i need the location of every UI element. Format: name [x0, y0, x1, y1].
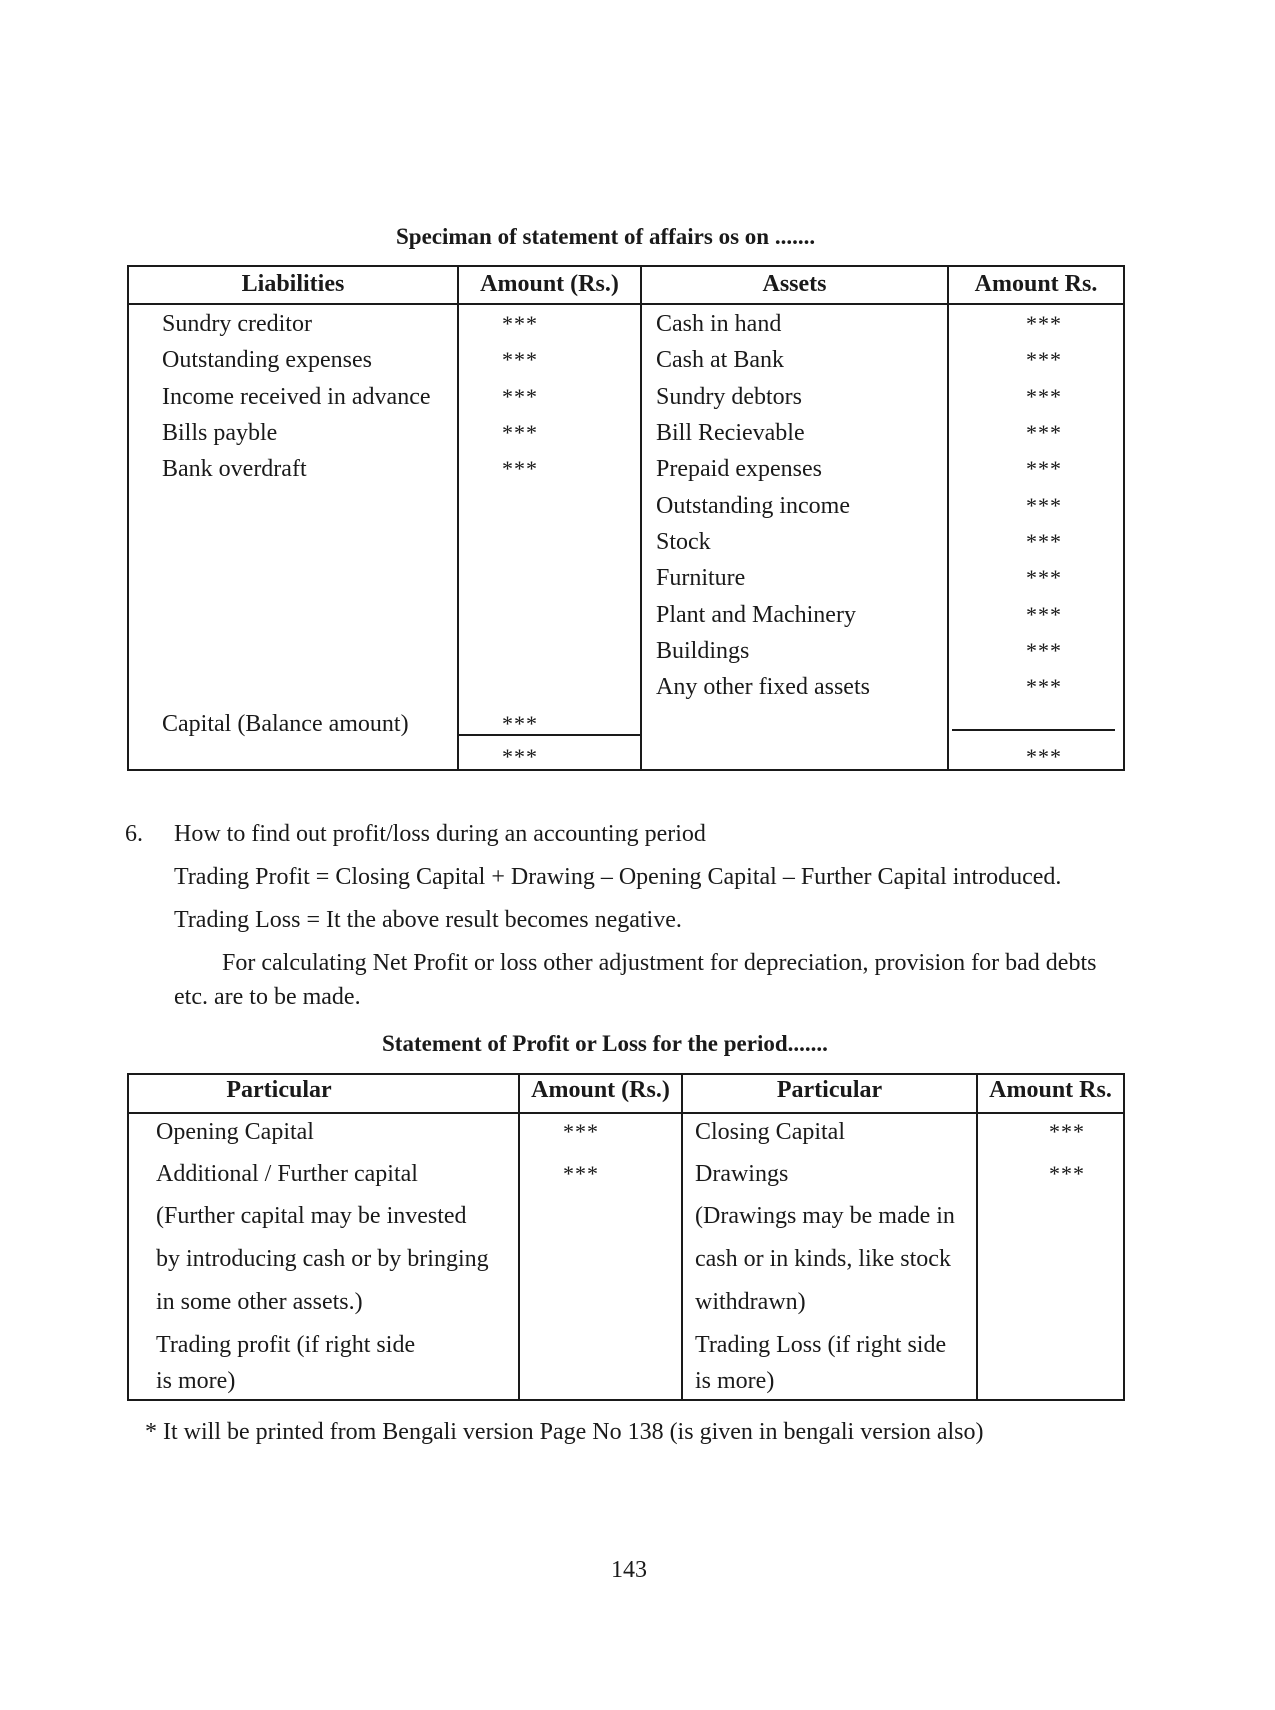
- pl-left-border: [127, 1073, 129, 1401]
- asset-amount: ***: [1026, 529, 1062, 554]
- liability-amount: ***: [502, 311, 538, 336]
- section-heading: How to find out profit/loss during an accounting period: [174, 821, 706, 847]
- affairs-title: Speciman of statement of affairs os on .......: [396, 224, 816, 249]
- affairs-right-subtotal-rule: [952, 729, 1115, 731]
- pl-left-line: is more): [156, 1368, 236, 1394]
- pl-left-amount: ***: [563, 1161, 599, 1186]
- asset-label: Any other fixed assets: [656, 674, 870, 700]
- pl-right-amount: ***: [1049, 1161, 1085, 1186]
- asset-label: Sundry debtors: [656, 384, 802, 410]
- pl-col-divider-3: [976, 1073, 978, 1401]
- asset-amount: ***: [1026, 347, 1062, 372]
- asset-amount: ***: [1026, 565, 1062, 590]
- liability-amount: ***: [502, 384, 538, 409]
- pl-right-amount: ***: [1049, 1119, 1085, 1144]
- liability-label: Bills payble: [162, 420, 278, 446]
- affairs-header-rule: [127, 303, 1125, 305]
- pl-header-amount-left: Amount (Rs.): [531, 1077, 670, 1103]
- liability-label: Outstanding expenses: [162, 347, 372, 373]
- affairs-col-divider-2: [640, 265, 642, 771]
- liability-label: Bank overdraft: [162, 456, 307, 482]
- note-line-2: etc. are to be made.: [174, 984, 361, 1010]
- formula-profit: Trading Profit = Closing Capital + Drawing – Opening Capital – Further Capital introduced.: [174, 864, 1062, 890]
- footnote: * It will be printed from Bengali version Page No 138 (is given in bengali version also): [145, 1419, 984, 1445]
- pl-right-line: cash or in kinds, like stock: [695, 1246, 951, 1272]
- asset-label: Cash in hand: [656, 311, 782, 337]
- asset-amount: ***: [1026, 674, 1062, 699]
- asset-amount: ***: [1026, 420, 1062, 445]
- pl-left-line: by introducing cash or by bringing: [156, 1246, 489, 1272]
- affairs-top-border: [127, 265, 1125, 267]
- liability-label: Income received in advance: [162, 384, 431, 410]
- pl-header-amount-right: Amount Rs.: [989, 1077, 1112, 1103]
- pl-right-line: (Drawings may be made in: [695, 1203, 955, 1229]
- pl-col-divider-1: [518, 1073, 520, 1401]
- asset-label: Buildings: [656, 638, 750, 664]
- pl-left-line: (Further capital may be invested: [156, 1203, 467, 1229]
- asset-label: Furniture: [656, 565, 746, 591]
- asset-amount: ***: [1026, 638, 1062, 663]
- affairs-total-left: ***: [502, 744, 538, 769]
- liability-amount: ***: [502, 420, 538, 445]
- affairs-right-border: [1123, 265, 1125, 771]
- affairs-col-divider-3: [947, 265, 949, 771]
- affairs-header-liabilities: Liabilities: [241, 271, 345, 297]
- asset-label: Stock: [656, 529, 711, 555]
- pl-right-line: Trading Loss (if right side: [695, 1332, 947, 1358]
- capital-amount: ***: [502, 711, 538, 736]
- affairs-header-amount-right: Amount Rs.: [974, 271, 1098, 297]
- liability-amount: ***: [502, 456, 538, 481]
- liability-amount: ***: [502, 347, 538, 372]
- pl-right-line: withdrawn): [695, 1289, 806, 1315]
- pl-left-line: Trading profit (if right side: [156, 1332, 416, 1358]
- pl-header-particular-left: Particular: [226, 1077, 332, 1103]
- asset-label: Plant and Machinery: [656, 602, 856, 628]
- affairs-left-subtotal-rule: [457, 734, 642, 736]
- pl-right-line: Closing Capital: [695, 1119, 845, 1145]
- asset-amount: ***: [1026, 493, 1062, 518]
- page-number: 143: [611, 1557, 647, 1583]
- pl-right-border: [1123, 1073, 1125, 1401]
- affairs-header-amount-left: Amount (Rs.): [480, 271, 619, 297]
- asset-amount: ***: [1026, 311, 1062, 336]
- formula-loss: Trading Loss = It the above result becomes negative.: [174, 907, 682, 933]
- liability-label: Sundry creditor: [162, 311, 312, 337]
- pl-right-line: is more): [695, 1368, 775, 1394]
- asset-label: Bill Recievable: [656, 420, 805, 446]
- affairs-header-assets: Assets: [762, 271, 827, 297]
- asset-amount: ***: [1026, 602, 1062, 627]
- note-line-1: For calculating Net Profit or loss other adjustment for depreciation, provision for bad debts: [222, 950, 1097, 976]
- section-number: 6.: [125, 821, 143, 847]
- asset-label: Prepaid expenses: [656, 456, 822, 482]
- asset-amount: ***: [1026, 384, 1062, 409]
- capital-label: Capital (Balance amount): [162, 711, 409, 737]
- pl-left-line: in some other assets.): [156, 1289, 363, 1315]
- pl-header-particular-right: Particular: [776, 1077, 883, 1103]
- asset-amount: ***: [1026, 456, 1062, 481]
- asset-label: Outstanding income: [656, 493, 850, 519]
- affairs-left-border: [127, 265, 129, 771]
- pl-left-line: Additional / Further capital: [156, 1161, 418, 1187]
- pl-title: Statement of Profit or Loss for the period.......: [382, 1031, 828, 1056]
- pl-right-line: Drawings: [695, 1161, 789, 1187]
- affairs-total-right: ***: [1026, 744, 1062, 769]
- asset-label: Cash at Bank: [656, 347, 784, 373]
- pl-left-amount: ***: [563, 1119, 599, 1144]
- pl-col-divider-2: [681, 1073, 683, 1401]
- affairs-col-divider-1: [457, 265, 459, 771]
- pl-left-line: Opening Capital: [156, 1119, 314, 1145]
- affairs-bottom-border: [127, 769, 1125, 771]
